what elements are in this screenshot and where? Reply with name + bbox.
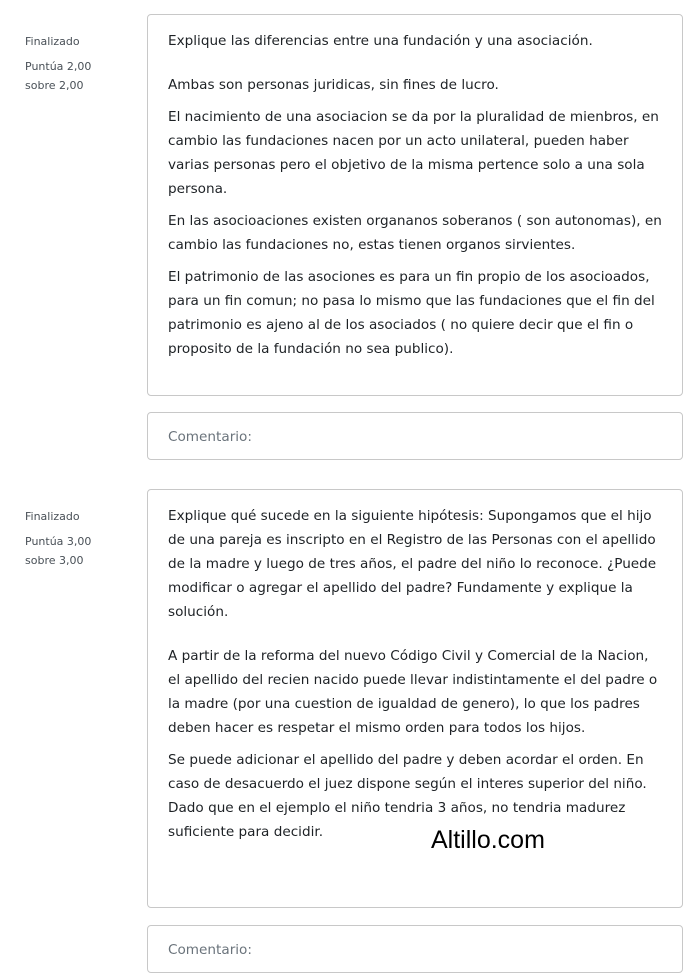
question-grade: Puntúa 3,00	[25, 535, 92, 548]
answer-paragraph: A partir de la reforma del nuevo Código Civil y Comercial de la Nacion, el apellido del recien nacido puede llevar indistintamente el del padre o la madre (por una cuestion de igualdad de genero), lo que los padres deben hacer es respetar el mismo orden para todos los hijos.	[168, 648, 658, 736]
question-text: Explique las diferencias entre una fundación y una asociación.	[168, 33, 593, 49]
watermark: Altillo.com	[431, 826, 545, 854]
answer-paragraph: Se puede adicionar el apellido del padre y deben acordar el orden. En caso de desacuerdo el juez dispone según el interes superior del niño. Dado que en el ejemplo el niño tendria 3 años, no tendria madurez suficiente para decidir.	[168, 752, 647, 840]
question-1-info	[25, 32, 91, 95]
question-2-info	[25, 507, 91, 570]
comment-box[interactable]: Comentario:	[147, 412, 683, 460]
question-state: Finalizado	[25, 35, 80, 48]
answer-paragraph: Ambas son personas juridicas, sin fines de lucro.	[168, 77, 499, 93]
answer-paragraph: En las asocioaciones existen organanos soberanos ( son autonomas), en cambio las fundaciones no, estas tienen organos sirvientes.	[168, 213, 662, 253]
comment-box[interactable]: Comentario:	[147, 925, 683, 973]
question-grade-max: sobre 2,00	[25, 79, 84, 92]
question-2-box	[147, 489, 683, 908]
answer-paragraph: El patrimonio de las asociones es para un fin propio de los asocioados, para un fin comun; no pasa lo mismo que las fundaciones que el fin del patrimonio es ajeno al de los asociados ( no quiere decir que el fin o proposito de la fundación no sea publico).	[168, 269, 655, 357]
question-state: Finalizado	[25, 510, 80, 523]
answer-text	[168, 73, 662, 361]
question-1-box	[147, 14, 683, 396]
question-text: Explique qué sucede en la siguiente hipótesis: Supongamos que el hijo de una pareja es inscripto en el Registro de las Personas con el apellido de la madre y luego de tres años, el padre del niño lo reconoce. ¿Puede modificar o agregar el apellido del padre? Fundamente y explique la solución.	[168, 508, 657, 620]
answer-paragraph: El nacimiento de una asociacion se da por la pluralidad de mienbros, en cambio las fundaciones nacen por un acto unilateral, pueden haber varias personas pero el objetivo de la misma pertence solo a una sola persona.	[168, 109, 659, 197]
question-grade-max: sobre 3,00	[25, 554, 84, 567]
answer-text	[168, 644, 662, 844]
question-grade: Puntúa 2,00	[25, 60, 92, 73]
